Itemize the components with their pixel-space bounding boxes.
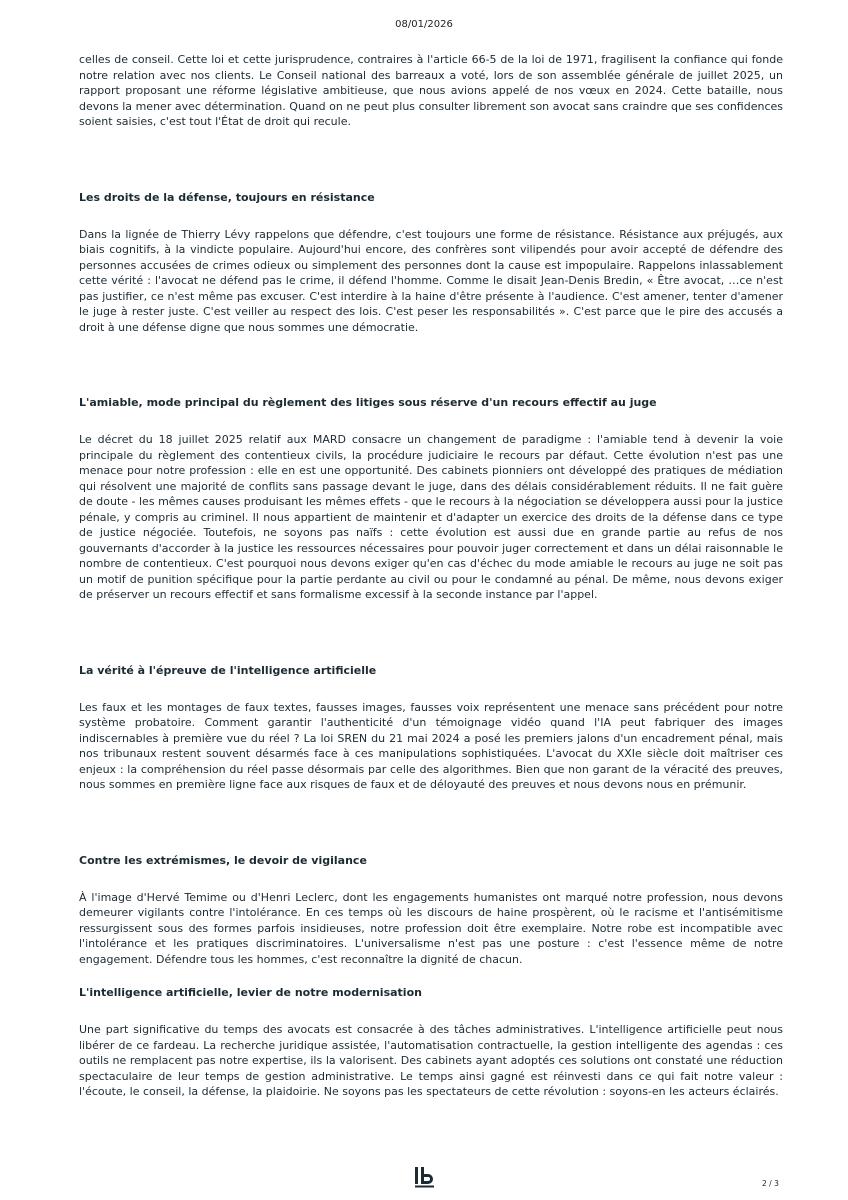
intro-paragraph: celles de conseil. Cette loi et cette jurisprudence, contraires à l'article 66-5 de la loi de 1971, fragilisent la confiance qui fonde notre relation avec nos clients. Le Conseil national des barreaux a voté, lors de son assemblée générale de juillet 2025, un rapport proposant une réforme législative ambitieuse, que nous avions appelé de nos vœux en 2024. Cette bataille, nous devons la mener avec détermination. Quand on ne peut plus consulter librement son avocat sans craindre que ses confidences soient saisies, c'est tout l'État de droit qui recule. — [79, 53, 783, 128]
page-date: 08/01/2026 — [395, 19, 453, 30]
document-body — [79, 52, 783, 1100]
section-paragraph: Le décret du 18 juillet 2025 relatif aux MARD consacre un changement de paradigme : l'amiable tend à devenir la voie principale du règlement des contentieux civils, la procédure judiciaire le recours par défaut. Cette évolution n'est pas une menace pour notre profession : elle en est une opportunité. Des cabinets pionniers ont développé des pratiques de médiation qui résolvent une majorité de conflits sans passage devant le juge, dans des délais considérablement réduits. Il ne fait guère de doute - les mêmes causes produisant les mêmes effets - que le recours à la négociation se développera aussi pour la justice pénale, y compris au criminel. Il nous appartient de maintenir et d'adapter un exercice des droits de la défense dans ce type de justice négociée. Toutefois, ne soyons pas naïfs : cette évolution est aussi due en grande partie au refus de nos gouvernants d'accorder à la justice les ressources nécessaires pour pouvoir juger correctement et dans un délai raisonnable le nombre de contentieux. C'est pourquoi nous devons exiger qu'en cas d'échec du mode amiable le recours au juge ne soit pas un motif de punition spécifique pour la partie perdante au civil ou pour le condamné au pénal. De même, nous devons exiger de préserver un recours effectif et sans formalisme excessif à la seconde instance par l'appel. — [79, 433, 783, 601]
section-paragraph: Dans la lignée de Thierry Lévy rappelons que défendre, c'est toujours une forme de résistance. Résistance aux préjugés, aux biais cognitifs, à la vindicte populaire. Aujourd'hui encore, des confrères sont vilipendés pour avoir accepté de défendre des personnes accusées de crimes odieux ou simplement des personnes dont la cause est impopulaire. Rappelons inlassablement cette vérité : l'avocat ne défend pas le crime, il défend l'homme. Comme le disait Jean-Denis Bredin, « Être avocat, …ce n'est pas justifier, ce n'est même pas excuser. C'est interdire à la haine d'être présente à l'audience. C'est amener, tenter d'amener le juge à rester juste. C'est veiller au respect des lois. C'est peser les responsabilités ». C'est parce que le pire des accusés a droit à une défense digne que nous sommes une démocratie. — [79, 227, 783, 334]
section-heading: Les droits de la défense, toujours en résistance — [79, 190, 375, 204]
section-heading: L'amiable, mode principal du règlement des litiges sous réserve d'un recours effectif au juge — [79, 396, 657, 409]
section-heading: L'intelligence artificielle, levier de notre modernisation — [79, 986, 422, 999]
lb-logo-icon — [412, 1166, 436, 1188]
page-number: 2 / 3 — [762, 1179, 779, 1188]
section-paragraph: À l'image d'Hervé Temime ou d'Henri Leclerc, dont les engagements humanistes ont marqué notre profession, nous devons demeurer vigilants contre l'intolérance. En ces temps où les discours de haine prospèrent, où le racisme et l'antisémitisme ressurgissent sous des formes parfois insidieuses, notre profession doit être exemplaire. Notre robe est incompatible avec l'intolérance et les pratiques discriminatoires. L'universalisme n'est pas une posture : c'est l'essence même de notre engagement. Défendre tous les hommes, c'est reconnaître la dignité de chacun. — [79, 890, 783, 966]
section-heading: La vérité à l'épreuve de l'intelligence artificielle — [79, 663, 377, 677]
section-heading: Contre les extrémismes, le devoir de vigilance — [79, 853, 367, 867]
section-paragraph: Les faux et les montages de faux textes, fausses images, fausses voix représentent une menace sans précédent pour notre système probatoire. Comment garantir l'authenticité d'un témoignage vidéo quand l'IA peut fabriquer des images indiscernables à première vue du réel ? La loi SREN du 21 mai 2024 a posé les premiers jalons d'un encadrement pénal, mais nos tribunaux restent souvent désarmés face à ces manipulations sophistiquées. L'avocat du XXIe siècle doit maîtriser ces enjeux : la compréhension du réel passe désormais par celle des algorithmes. Bien que non garant de la véracité des preuves, nous sommes en première ligne face aux risques de faux et de déloyauté des preuves et nous devons nous en prémunir. — [79, 700, 783, 791]
section-paragraph: Une part significative du temps des avocats est consacrée à des tâches administratives. L'intelligence artificielle peut nous libérer de ce fardeau. La recherche juridique assistée, l'automatisation contractuelle, la gestion intelligente des agendas : ces outils ne remplacent pas notre expertise, ils la valorisent. Des cabinets ayant adoptés ces solutions ont constaté une réduction spectaculaire de leur temps de gestion administrative. Le temps ainsi gagné est réinvesti dans ce qui fait notre valeur : l'écoute, le conseil, la défense, la plaidoirie. Ne soyons pas les spectateurs de cette révolution : soyons-en les acteurs éclairés. — [79, 1023, 783, 1098]
